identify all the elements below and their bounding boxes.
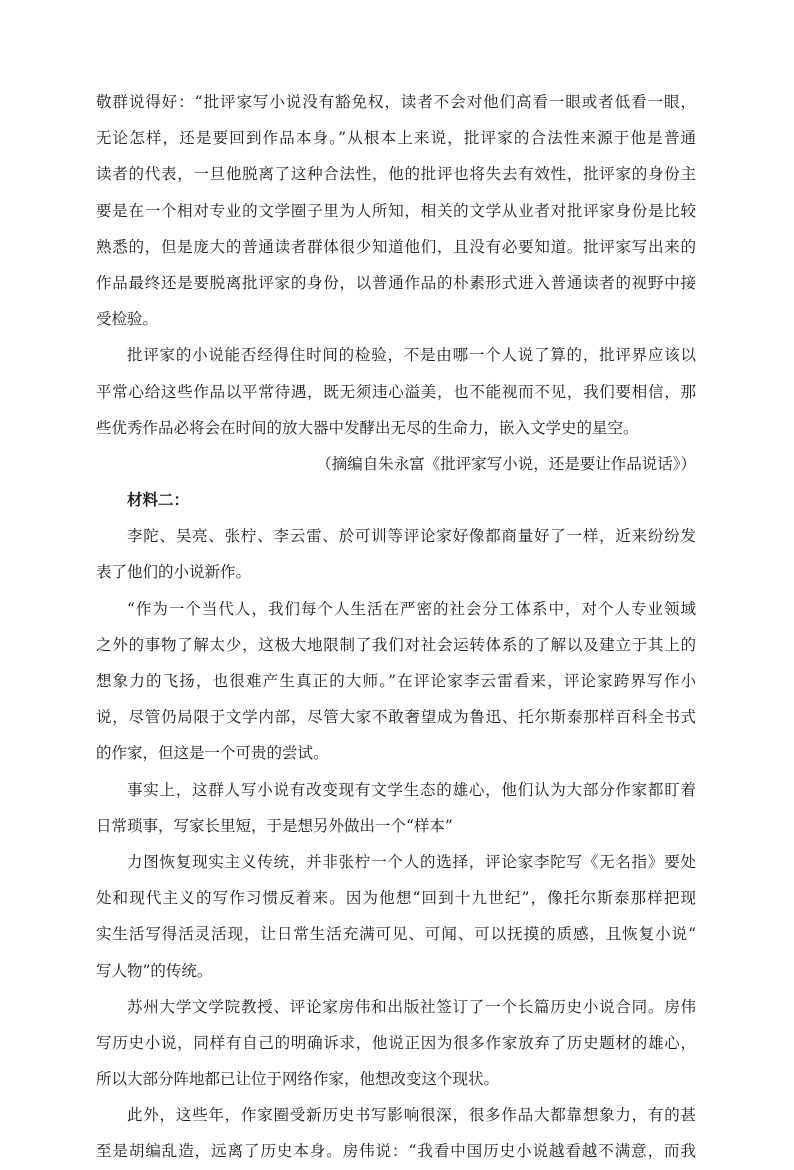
text-line: 想象力的飞扬，也很难产生真正的大师。”在评论家李云雷看来，评论家跨界写作小: [96, 672, 696, 690]
text-line: 写历史小说，同样有自己的明确诉求，他说正因为很多作家放弃了历史题材的雄心，: [96, 1033, 696, 1052]
text-line: 要是在一个相对专业的文学圈子里为人所知，相关的文学从业者对批评家身份是比较: [96, 201, 696, 220]
text-line: 平常心给这些作品以平常待遇，既无须违心溢美，也不能视而不见，我们要相信，那: [96, 382, 696, 401]
text-line: 作品最终还是要脱离批评家的身份，以普通作品的朴素形式进入普通读者的视野中接: [96, 273, 696, 292]
text-line: 此外，这些年，作家圈受新历史书写影响很深，很多作品大都靠想象力，有的甚: [127, 1106, 696, 1125]
section-heading: 材料二：: [127, 490, 190, 510]
text-line: 日常琐事，写家长里短，于是想另外做出一个“样本”: [96, 816, 453, 835]
text-line: 无论怎样，还是要回到作品本身。”从根本上来说，批评家的合法性来源于他是普通: [96, 129, 696, 148]
text-line: 熟悉的，但是庞大的普通读者群体很少知道他们，且没有必要知道。批评家写出来的: [96, 237, 696, 256]
text-line: 读者的代表，一旦他脱离了这种合法性，他的批评也将失去有效性，批评家的身份主: [96, 165, 696, 184]
text-line: 之外的事物了解太少，这极大地限制了我们对社会运转体系的了解以及建立于其上的: [96, 635, 696, 654]
text-line: 事实上，这群人写小说有改变现有文学生态的雄心，他们认为大部分作家都盯着: [127, 780, 696, 799]
text-line: 苏州大学文学院教授、评论家房伟和出版社签订了一个长篇历史小说合同。房伟: [127, 997, 696, 1016]
text-line: 实生活写得活灵活现，让日常生活充满可见、可闻、可以抚摸的质感，且恢复小说“: [96, 925, 696, 944]
text-line: 敬群说得好：“批评家写小说没有豁免权，读者不会对他们高看一眼或者低看一眼，: [96, 93, 696, 111]
text-line: 写人物”的传统。: [96, 961, 213, 980]
text-line: 力图恢复现实主义传统，并非张柠一个人的选择，评论家李陀写《无名指》要处: [127, 852, 696, 871]
text-line: “作为一个当代人，我们每个人生活在严密的社会分工体系中，对个人专业领域: [127, 599, 696, 618]
article-body: [96, 84, 696, 1170]
text-line: 表了他们的小说新作。: [96, 563, 252, 582]
text-line: 处和现代主义的写作习惯反着来。因为他想“回到十九世纪”，像托尔斯泰那样把现: [96, 889, 696, 908]
text-line: 说，尽管仍局限于文学内部，尽管大家不敢奢望成为鲁迅、托尔斯泰那样百科全书式: [96, 708, 696, 727]
source-citation: （摘编自朱永富《批评家写小说，还是要让作品说话》）: [316, 454, 696, 473]
text-line: 些优秀作品必将会在时间的放大器中发酵出无尽的生命力，嵌入文学史的星空。: [96, 418, 639, 437]
text-line: 所以大部分阵地都已让位于网络作家，他想改变这个现状。: [96, 1070, 500, 1089]
text-line: 受检验。: [96, 310, 159, 329]
text-line: 至是胡编乱造，远离了历史本身。房伟说：“我看中国历史小说越看越不满意，而我: [96, 1142, 696, 1161]
text-line: 批评家的小说能否经得住时间的检验，不是由哪一个人说了算的，批评界应该以: [127, 346, 696, 365]
text-line: 李陀、吴亮、张柠、李云雷、於可训等评论家好像都商量好了一样，近来纷纷发: [127, 527, 696, 546]
text-line: 的作家，但这是一个可贵的尝试。: [96, 744, 329, 763]
